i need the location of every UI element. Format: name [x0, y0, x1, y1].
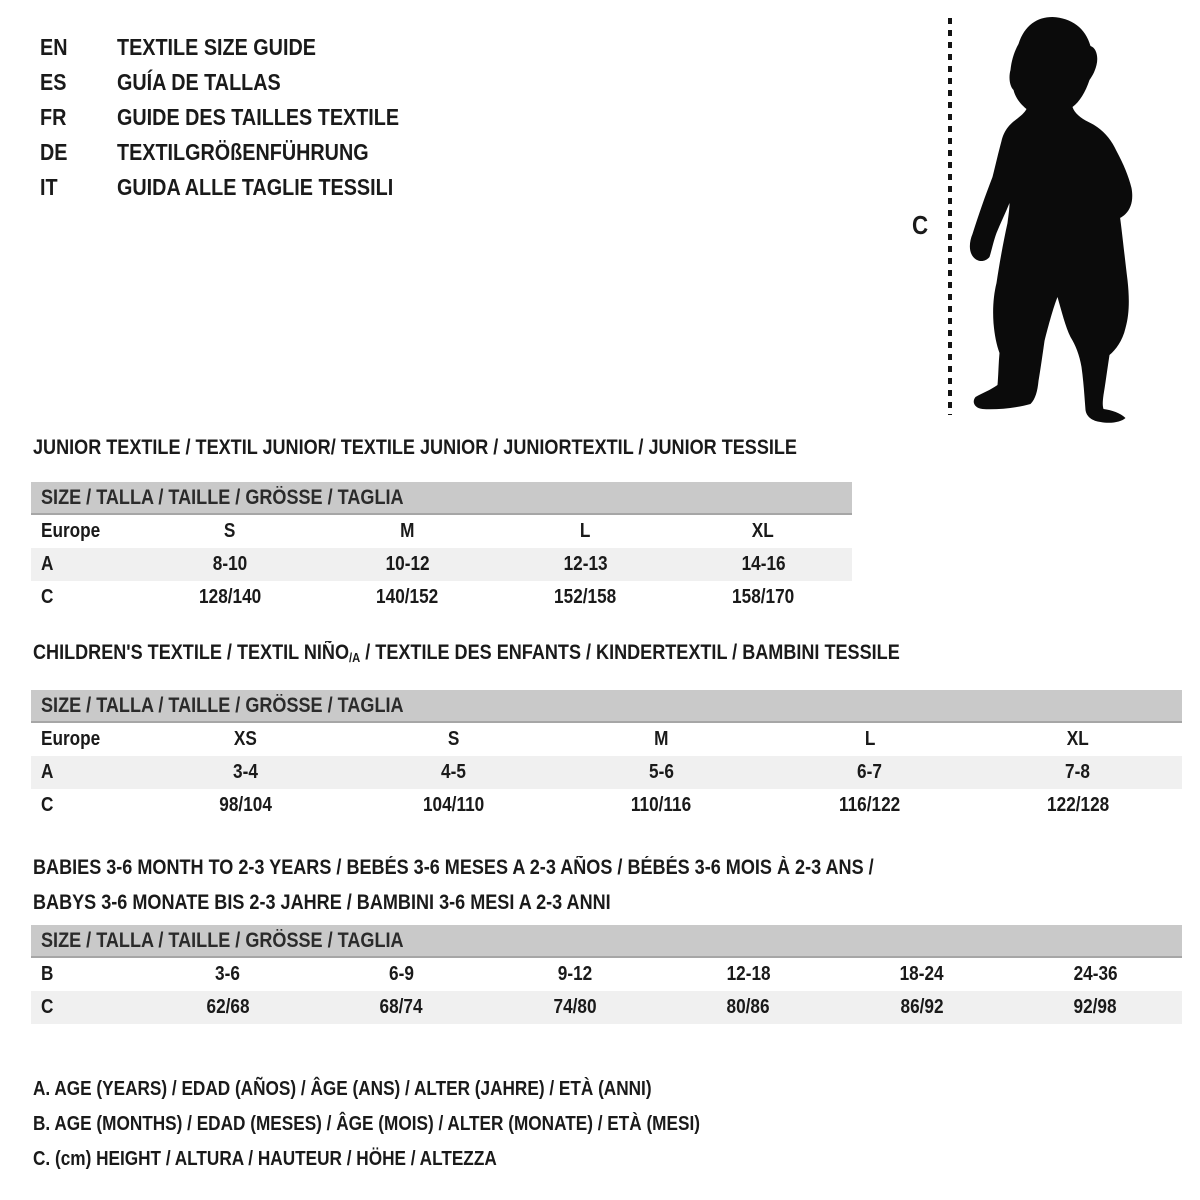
- babies-table: [31, 925, 1182, 1024]
- language-title: GUÍA DE TALLAS: [117, 69, 281, 95]
- language-row: [40, 100, 445, 135]
- table-cell: 5-6: [649, 761, 674, 783]
- height-measure-label: C: [912, 210, 929, 240]
- language-header: [40, 30, 445, 205]
- table-cell: 9-12: [557, 963, 592, 985]
- language-row: [40, 65, 445, 100]
- table-row-europe: [31, 515, 852, 548]
- table-cell: XL: [752, 520, 775, 542]
- size-header-band: SIZE / TALLA / TAILLE / GRÖSSE / TAGLIA: [31, 482, 852, 515]
- row-label: C: [41, 794, 54, 816]
- table-row-height: [31, 789, 1182, 822]
- table-row-height: [31, 991, 1182, 1024]
- note-line-height-cm: C. (cm) HEIGHT / ALTURA / HAUTEUR / HÖHE / ALTEZZA: [33, 1148, 497, 1170]
- table-row-months: [31, 958, 1182, 991]
- row-label: Europe: [41, 728, 101, 750]
- table-cell: L: [864, 728, 875, 750]
- table-cell: 68/74: [379, 996, 423, 1018]
- babies-table-title: BABIES 3-6 MONTH TO 2-3 YEARS / BEBÉS 3-6 MESES A 2-3 AÑOS / BÉBÉS 3-6 MOIS À 2-3 ANS / BABYS 3-6 MONATE BIS 2-3 JAHRE / BAMBINI 3-6 MESI A 2-3 ANNI: [33, 856, 874, 914]
- table-cell: 98/104: [218, 794, 272, 816]
- language-code: EN: [40, 34, 68, 60]
- table-cell: M: [400, 520, 415, 542]
- table-row-age: [31, 756, 1182, 789]
- table-cell: 104/110: [422, 794, 484, 816]
- language-code: DE: [40, 139, 68, 165]
- table-cell: 140/152: [376, 586, 439, 608]
- table-cell: 12-18: [726, 963, 771, 985]
- junior-table: [31, 482, 852, 614]
- table-cell: S: [224, 520, 236, 542]
- table-cell: 10-12: [385, 553, 430, 575]
- table-cell: XS: [233, 728, 257, 750]
- table-cell: XL: [1066, 728, 1089, 750]
- table-row-age: [31, 548, 852, 581]
- table-cell: 152/158: [554, 586, 617, 608]
- table-cell: 110/116: [631, 794, 692, 816]
- junior-table-title: JUNIOR TEXTILE / TEXTIL JUNIOR/ TEXTILE JUNIOR / JUNIORTEXTIL / JUNIOR TESSILE: [33, 436, 797, 459]
- table-cell: 158/170: [732, 586, 795, 608]
- row-label: A: [41, 553, 54, 575]
- table-cell: M: [654, 728, 669, 750]
- table-cell: 80/86: [726, 996, 770, 1018]
- table-cell: L: [580, 520, 591, 542]
- table-cell: 116/122: [839, 794, 901, 816]
- language-code: FR: [40, 104, 67, 130]
- row-label: Europe: [41, 520, 101, 542]
- table-cell: 14-16: [741, 553, 786, 575]
- toddler-silhouette-image: [962, 14, 1148, 426]
- size-header-band: SIZE / TALLA / TAILLE / GRÖSSE / TAGLIA: [31, 690, 1182, 723]
- language-title: GUIDE DES TAILLES TEXTILE: [117, 104, 400, 130]
- table-cell: 122/128: [1046, 794, 1110, 816]
- table-cell: 62/68: [206, 996, 250, 1018]
- table-cell: 12-13: [563, 553, 608, 575]
- legend-notes: [33, 1072, 809, 1177]
- table-cell: 3-4: [232, 761, 258, 783]
- table-cell: 92/98: [1073, 996, 1117, 1018]
- table-row-europe: [31, 723, 1182, 756]
- row-label: B: [41, 963, 54, 985]
- table-cell: 18-24: [899, 963, 944, 985]
- language-row: [40, 170, 445, 205]
- table-cell: 24-36: [1073, 963, 1118, 985]
- table-row-height: [31, 581, 852, 614]
- table-cell: 8-10: [212, 553, 248, 575]
- size-header-band: SIZE / TALLA / TAILLE / GRÖSSE / TAGLIA: [31, 925, 1182, 958]
- table-cell: 7-8: [1065, 761, 1091, 783]
- table-cell: 6-7: [857, 761, 883, 783]
- note-line-age-years: A. AGE (YEARS) / EDAD (AÑOS) / ÂGE (ANS) / ALTER (JAHRE) / ETÀ (ANNI): [33, 1078, 652, 1100]
- language-row: [40, 30, 445, 65]
- row-label: C: [41, 586, 54, 608]
- note-line-age-months: B. AGE (MONTHS) / EDAD (MESES) / ÂGE (MOIS) / ALTER (MONATE) / ETÀ (MESI): [33, 1113, 700, 1135]
- table-cell: 4-5: [440, 761, 466, 783]
- table-cell: 6-9: [388, 963, 414, 985]
- language-title: TEXTILGRÖßENFÜHRUNG: [117, 139, 369, 165]
- table-cell: 86/92: [900, 996, 944, 1018]
- row-label: A: [41, 761, 54, 783]
- language-code: ES: [40, 69, 67, 95]
- childrens-table-title: CHILDREN'S TEXTILE / TEXTIL NIÑO/A / TEXTILE DES ENFANTS / KINDERTEXTIL / BAMBINI TESSILE: [33, 641, 900, 665]
- language-title: GUIDA ALLE TAGLIE TESSILI: [117, 174, 394, 200]
- table-cell: 74/80: [553, 996, 597, 1018]
- table-cell: 128/140: [198, 586, 261, 608]
- language-code: IT: [40, 174, 58, 200]
- language-title: TEXTILE SIZE GUIDE: [117, 34, 316, 60]
- childrens-table: [31, 690, 1182, 822]
- table-cell: S: [447, 728, 460, 750]
- table-cell: 3-6: [215, 963, 241, 985]
- row-label: C: [41, 996, 54, 1018]
- height-measure-line: [948, 18, 952, 415]
- language-row: [40, 135, 445, 170]
